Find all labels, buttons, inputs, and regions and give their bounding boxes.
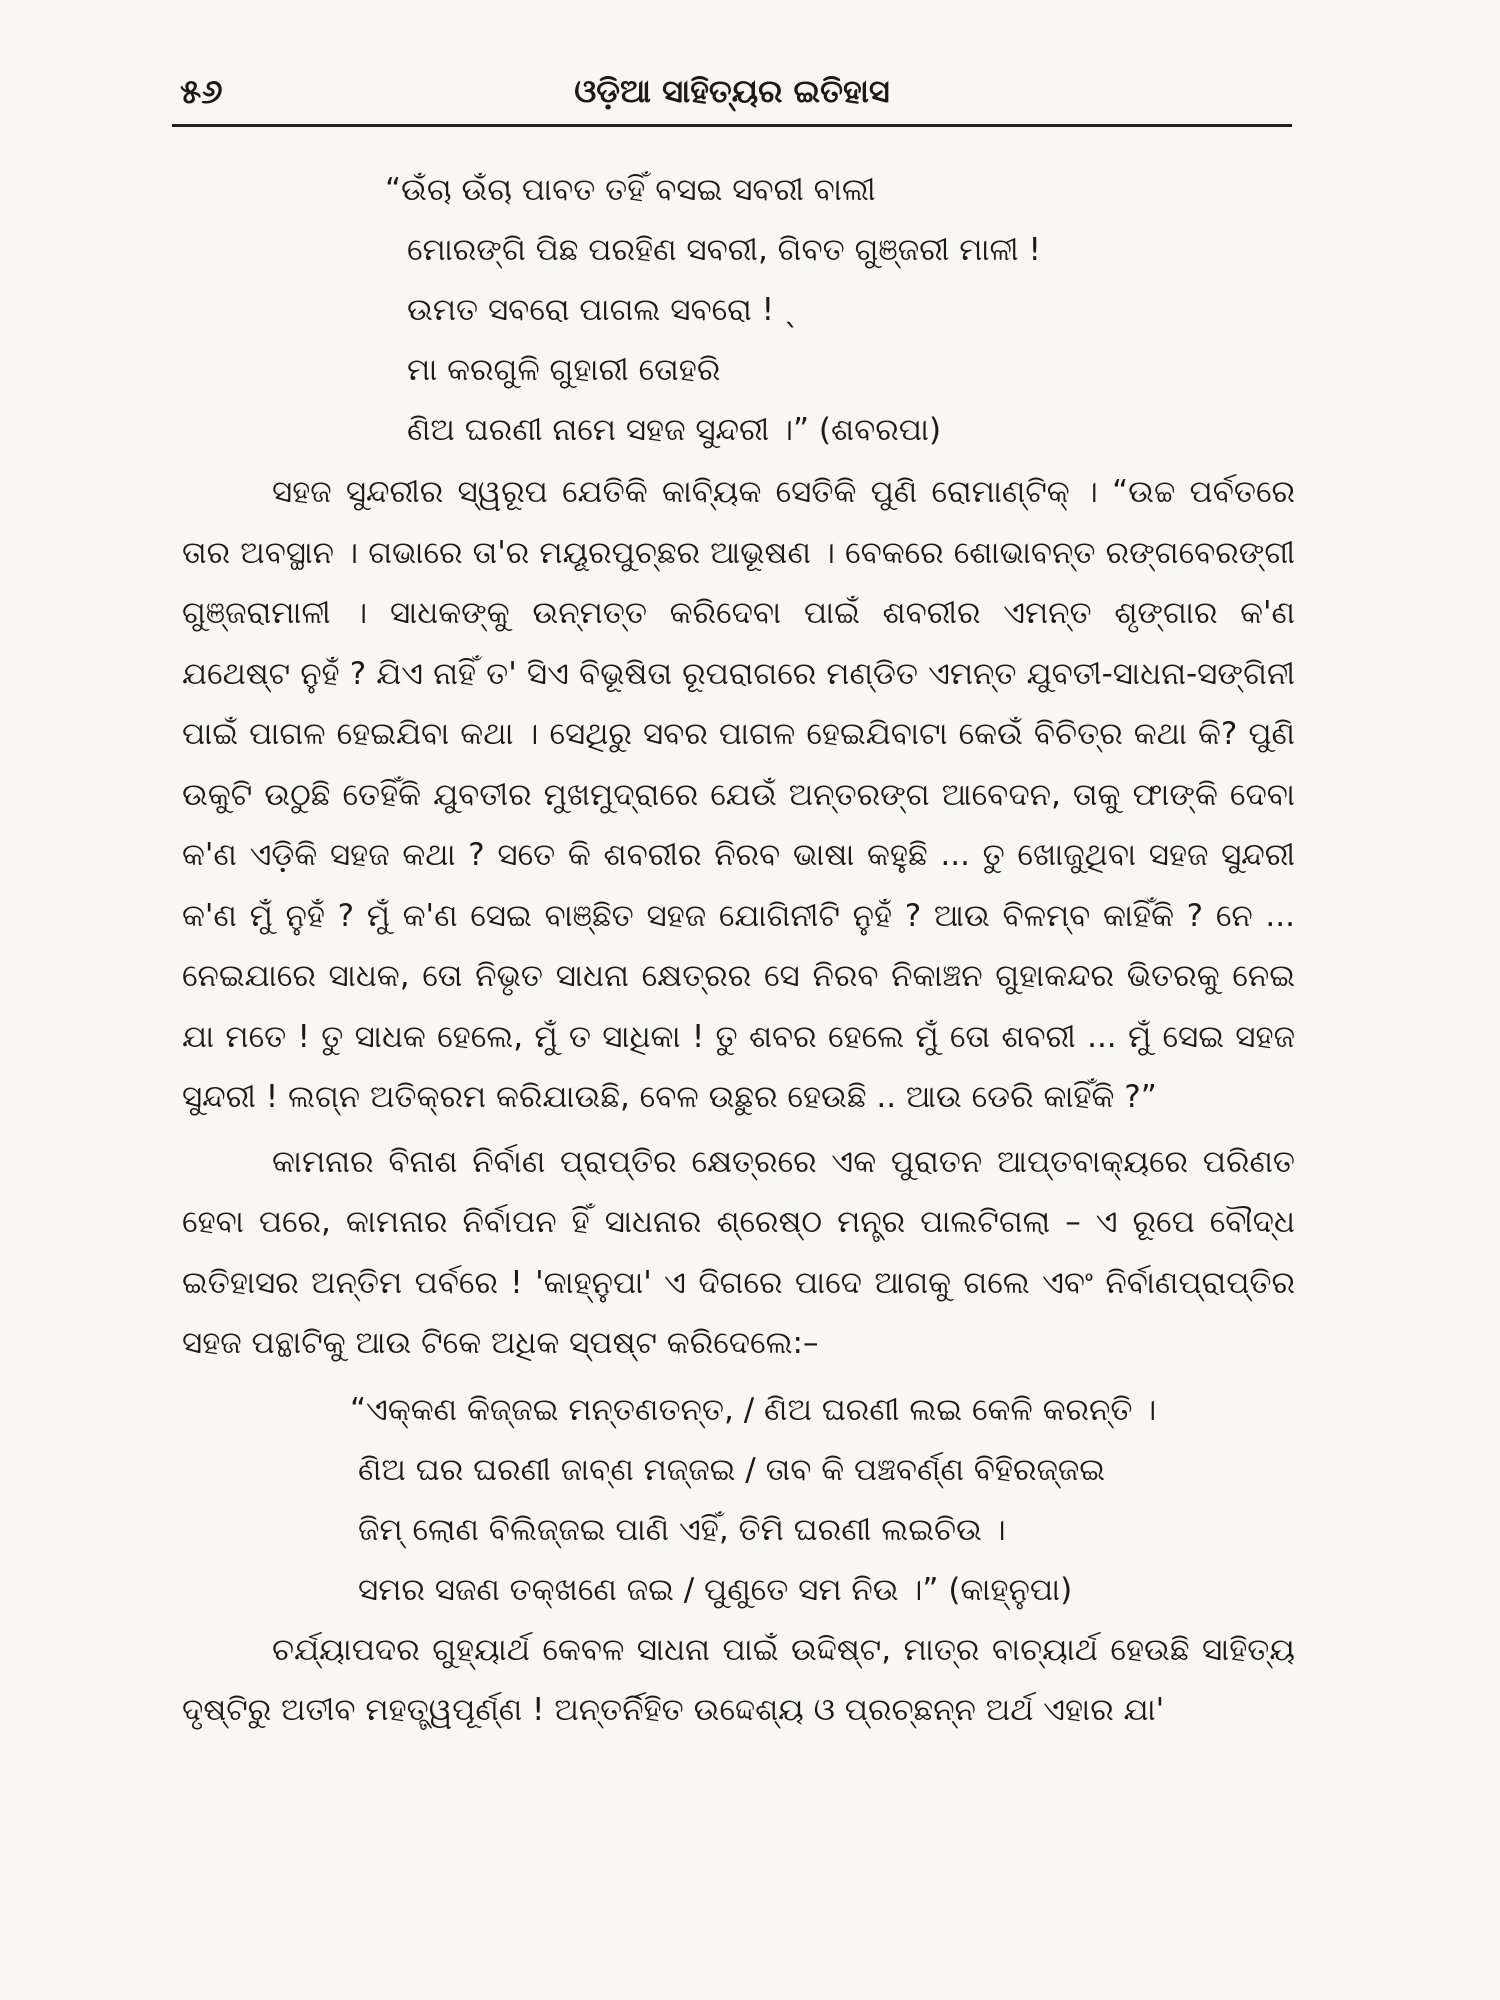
page-number: ୫୬ (180, 72, 223, 112)
verse-line: “ଏକ୍‌କଣ କିଜ୍‌ଜଇ ମନ୍ତଣତନ୍ତ, / ଣିଅ ଘରଣୀ ଲଇ କେଳି କରନ୍ତି । (350, 1391, 1157, 1428)
paragraph: ଚର୍ଯ୍ୟାପଦର ଗୁହ୍ୟାର୍ଥ କେବଳ ସାଧନା ପାଇଁ ଉଦ୍ଦିଷ୍ଟ, ମାତ୍ର ବାଚ୍ୟାର୍ଥ ହେଉଛି ସାହିତ୍ୟ ଦୃଷ୍ଟିରୁ ଅତୀବ ମହତ୍ତ୍ୱପୂର୍ଣ୍ଣ ! ଅନ୍ତର୍ନିହିତ ଉଦ୍ଦେଶ୍ୟ ଓ ପ୍ରଚ୍ଛନ୍ନ ଅର୍ଥ ଏହାର ଯା' (182, 1631, 1295, 1728)
verse-line: ଣିଅ ଘର ଘରଣୀ ଜାବ୍‌ଣ ମଜ୍‌ଜଇ / ତାବ କି ପଞ୍ଚବର୍ଣ୍ଣ ବିହିରଜ୍‌ଜଇ (358, 1451, 1106, 1488)
paragraph: କାମନାର ବିନାଶ ନିର୍ବାଣ ପ୍ରାପ୍ତିର କ୍ଷେତ୍ରରେ ଏକ ପୁରାତନ ଆପ୍ତବାକ୍ୟରେ ପରିଣତ ହେବା ପରେ, କାମନାର ନିର୍ବାପନ ହିଁ ସାଧନାର ଶ୍ରେଷ୍ଠ ମନ୍ତ୍ର ପାଲଟିଗଲା – ଏ ରୂପେ ବୌଦ୍ଧ ଇତିହାସର ଅନ୍ତିମ ପର୍ବରେ ! 'କାହ୍ନୁପା' ଏ ଦିଗରେ ପାଦେ ଆଗକୁ ଗଲେ ଏବଂ ନିର୍ବାଣପ୍ରାପ୍ତିର ସହଜ ପନ୍ଥାଟିକୁ ଆଉ ଟିକେ ଅଧିକ ସ୍ପଷ୍ଟ କରିଦେଲେ:– (182, 1143, 1295, 1361)
page-header (172, 68, 1292, 128)
verse-line: ଜିମ୍‌ ଲୋଣ ବିଲିଜ୍‌ଜଇ ପାଣି ଏହିଁ, ତିମି ଘରଣୀ ଲଇଚିଉ । (358, 1511, 1006, 1548)
verse-line: ସମର ସଜଣ ତକ୍‌ଖଣେ ଜଇ / ପୁଣୁତେ ସମ ନିଉ ।” (କାହ୍ନୁପା) (358, 1571, 1073, 1608)
verse-line: “ଉଁଚା ଉଁଚା ପାବତ ତହିଁ ବସଇ ସବରୀ ବାଲୀ (385, 172, 876, 208)
paragraph: ସହଜ ସୁନ୍ଦରୀର ସ୍ୱରୂପ ଯେତିକି କାବ୍ୟିକ ସେତିକି ପୁଣି ରୋମାଣ୍ଟିକ୍ । “ଉଚ୍ଚ ପର୍ବତରେ ତାର ଅବସ୍ଥାନ । ଗଭାରେ ତା'ର ମୟୂରପୁଚ୍ଛର ଆଭୂଷଣ । ବେକରେ ଶୋଭାବନ୍ତ ରଙ୍ଗବେରଙ୍ଗୀ ଗୁଞ୍ଜରାମାଳୀ । ସାଧକଙ୍କୁ ଉନ୍ମତ୍ତ କରିଦେବା ପାଇଁ ଶବରୀର ଏମନ୍ତ ଶୃଙ୍ଗାର କ'ଣ ଯଥେଷ୍ଟ ନୁହଁ ? ଯିଏ ନାହିଁ ତ' ସିଏ ବିଭୂଷିତା ରୂପରାଗରେ ମଣ୍ଡିତ ଏମନ୍ତ ଯୁବତୀ-ସାଧନା-ସଙ୍ଗିନୀ ପାଇଁ ପାଗଳ ହେଇଯିବା କଥା । ସେଥିରୁ ସବର ପାଗଳ ହେଇଯିବାଟା କେଉଁ ବିଚିତ୍ର କଥା କି? ପୁଣି ଉକୁଟି ଉଠୁଛି ତେହିଁକି ଯୁବତୀର ମୁଖମୁଦ୍ରାରେ ଯେଉଁ ଅନ୍ତରଙ୍ଗ ଆବେଦନ, ତାକୁ ଫାଙ୍କି ଦେବା କ'ଣ ଏଡ଼ିକି ସହଜ କଥା ? ସତେ କି ଶବରୀର ନିରବ ଭାଷା କହୁଛି ... ତୁ ଖୋଜୁଥିବା ସହଜ ସୁନ୍ଦରୀ କ'ଣ ମୁଁ ନୁହଁ ? ମୁଁ କ'ଣ ସେଇ ବାଞ୍ଛିତ ସହଜ ଯୋଗିନୀଟି ନୁହଁ ? ଆଉ ବିଳମ୍ବ କାହିଁକି ? ନେ ... ନେଇଯାରେ ସାଧକ, ତୋ ନିଭୃତ ସାଧନା କ୍ଷେତ୍ରର ସେ ନିରବ ନିକାଞ୍ଚନ ଗୁହାକନ୍ଦର ଭିତରକୁ ନେଇ ଯା ମତେ ! ତୁ ସାଧକ ହେଲେ, ମୁଁ ତ ସାଧିକା ! ତୁ ଶବର ହେଲେ ମୁଁ ତୋ ଶବରୀ ... ମୁଁ ସେଇ ସହଜ ସୁନ୍ଦରୀ ! ଲଗ୍ନ ଅତିକ୍ରମ କରିଯାଉଛି, ବେଳ ଉଛୁର ହେଉଛି .. ଆଉ ଡେରି କାହିଁକି ?” (182, 474, 1295, 1115)
running-title: ଓଡ଼ିଆ ସାହିତ୍ୟର ଇତିହାସ (574, 72, 890, 110)
verse-line: ମା କରଗୁଳି ଗୁହାରୀ ତୋହରି (407, 352, 721, 388)
verse-line: ମୋରଙ୍ଗି ପିଛ ପରହିଣ ସବରୀ, ଗିବତ ଗୁଞ୍ଜରୀ ମାଳୀ ! (407, 232, 1041, 268)
header-rule (172, 124, 1292, 127)
verse-line: ଉମତ ସବରୋ ପାଗଲ ସବରୋ ! ˎ (407, 292, 800, 328)
verse-block-kanhupa (350, 1380, 1295, 1620)
verse-line: ଣିଅ ଘରଣୀ ନାମେ ସହଜ ସୁନ୍ଦରୀ ।” (ଶବରପା) (407, 412, 942, 448)
page-body (182, 160, 1295, 1741)
verse-block-shabarapa (385, 160, 1295, 460)
